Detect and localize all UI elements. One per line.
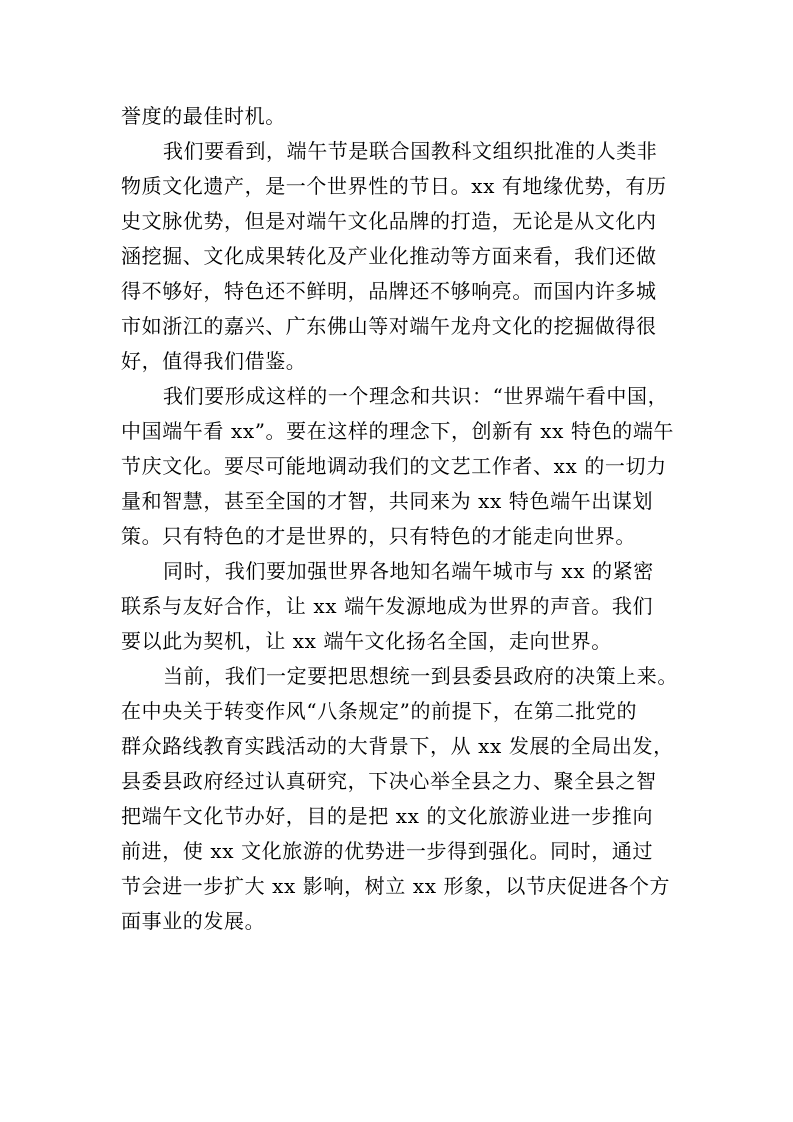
text-line: 在中央关于转变作风“八条规定”的前提下，在第二批党的 (121, 699, 638, 723)
text-line: 量和智慧，甚至全国的才智，共同来为 xx 特色端午出谋划 (121, 489, 654, 513)
text-line: 誉度的最佳时机。 (121, 104, 286, 128)
text-line: 要以此为契机，让 xx 端午文化扬名全国，走向世界。 (121, 629, 612, 653)
text-line: 前进，使 xx 文化旅游的优势进一步得到强化。同时，通过 (121, 839, 654, 863)
text-line: 同时，我们要加强世界各地知名端午城市与 xx 的紧密 (163, 559, 654, 583)
text-line: 节会进一步扩大 xx 影响，树立 xx 形象，以节庆促进各个方 (121, 874, 671, 898)
text-line: 市如浙江的嘉兴、广东佛山等对端午龙舟文化的挖掘做得很 (121, 314, 657, 338)
text-line: 好，值得我们借鉴。 (121, 349, 307, 373)
text-line: 物质文化遗产，是一个世界性的节日。xx 有地缘优势，有历 (121, 174, 667, 198)
text-line: 我们要形成这样的一个理念和共识：“世界端午看中国， (163, 384, 669, 408)
text-line: 我们要看到，端午节是联合国教科文组织批准的人类非 (163, 139, 658, 163)
text-line: 得不够好，特色还不鲜明，品牌还不够响亮。而国内许多城 (121, 279, 657, 303)
text-line: 节庆文化。要尽可能地调动我们的文艺工作者、xx 的一切力 (121, 454, 667, 478)
text-line: 涵挖掘、文化成果转化及产业化推动等方面来看，我们还做 (121, 244, 657, 268)
text-line: 面事业的发展。 (121, 909, 266, 933)
text-line: 县委县政府经过认真研究，下决心举全县之力、聚全县之智 (121, 769, 657, 793)
body-text (121, 99, 678, 939)
text-line: 策。只有特色的才是世界的，只有特色的才能走向世界。 (121, 524, 636, 548)
text-line: 当前，我们一定要把思想统一到县委县政府的决策上来。 (163, 664, 678, 688)
text-line: 中国端午看 xx”。要在这样的理念下，创新有 xx 特色的端午 (121, 419, 675, 443)
text-line: 把端午文化节办好，目的是把 xx 的文化旅游业进一步推向 (121, 804, 654, 828)
text-line: 群众路线教育实践活动的大背景下，从 xx 发展的全局出发， (121, 734, 674, 758)
text-line: 史文脉优势，但是对端午文化品牌的打造，无论是从文化内 (121, 209, 657, 233)
text-line: 联系与友好合作，让 xx 端午发源地成为世界的声音。我们 (121, 594, 654, 618)
